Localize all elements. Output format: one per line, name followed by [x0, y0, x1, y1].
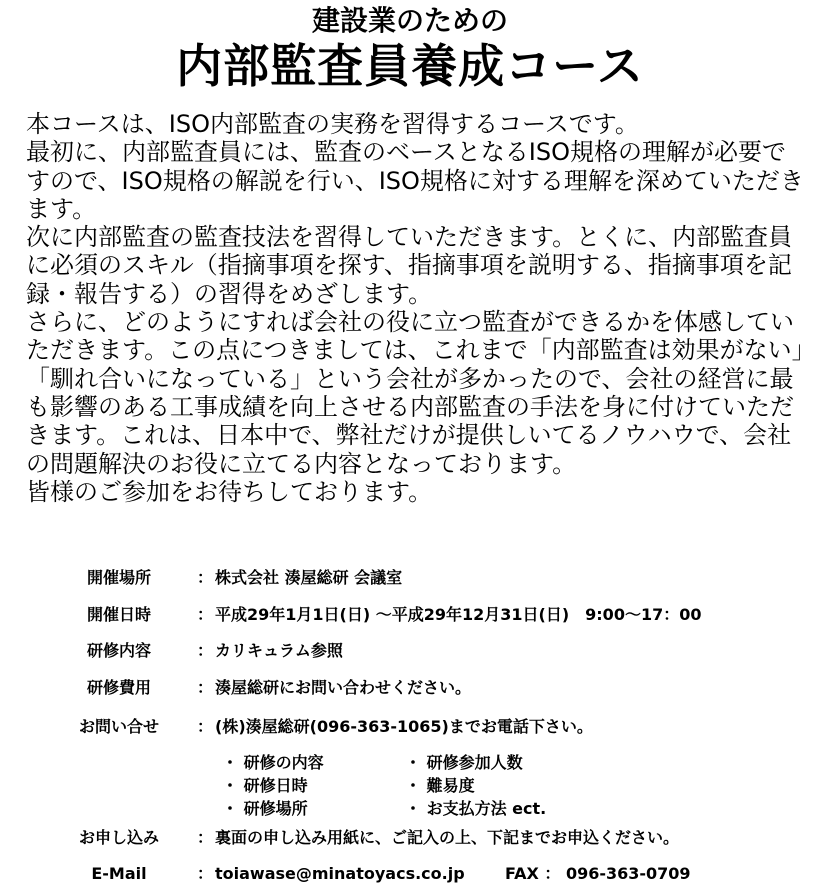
apply-label: お申し込み — [78, 828, 159, 847]
apply-value: 裏面の申し込み用紙に、ご記入の上、下記までお申込ください。 — [215, 828, 680, 847]
description-paragraph: 最初に、内部監査員には、監査のベースとなるISO規格の理解が必要ですので、ISO規格の解説を行い、ISO規格に対する理解を深めていただきます。 — [26, 138, 804, 223]
colon: ： — [197, 678, 214, 697]
inquiry-value: (株)湊屋総研(096-363-1065)までお電話下さい。 — [215, 717, 593, 736]
colon: ： — [197, 717, 214, 736]
colon: ： — [197, 641, 214, 660]
fee-value: 湊屋総研にお問い合わせください。 — [215, 678, 472, 697]
course-title: 内部監査員養成コース — [176, 39, 644, 93]
colon: ： — [197, 568, 214, 587]
course-subtitle: 建設業のための — [311, 4, 508, 37]
inquiry-topic: ・ 研修の内容 — [222, 753, 324, 772]
fax-number: FAX ： 096-363-0709 — [505, 864, 691, 883]
inquiry-topic: ・ お支払方法 ect. — [405, 799, 547, 818]
info-row-venue — [0, 566, 820, 590]
colon: ： — [197, 605, 214, 624]
inquiry-topic: ・ 研修参加人数 — [405, 753, 523, 772]
info-row-inquiry — [0, 715, 820, 739]
colon: ： — [197, 864, 214, 883]
colon: ： — [197, 828, 214, 847]
date-label: 開催日時 — [86, 605, 151, 624]
email-label: E-Mail — [91, 864, 147, 883]
info-row-content — [0, 639, 820, 663]
inquiry-topic: ・ 難易度 — [405, 776, 475, 795]
inquiry-topic: ・ 研修場所 — [222, 799, 308, 818]
description-paragraph: さらに、どのようにすれば会社の役に立つ監査ができるかを体感していただきます。この点につきましては、これまで「内部監査は効果がない」「馴れ合いになっている」という会社が多かったので、会社の経営に最も影響のある工事成績を向上させる内部監査の手法を身に付けていただきます。これは、日本中で、弊社だけが提供しいてるノウハウで、会社の問題解決のお役に立てる内容となっております。 — [26, 308, 804, 478]
info-row-fee — [0, 676, 820, 700]
venue-label: 開催場所 — [86, 568, 151, 587]
info-row-date — [0, 603, 820, 627]
description-paragraph: 皆様のご参加をお待ちしております。 — [26, 477, 433, 506]
content-value: カリキュラム参照 — [215, 641, 343, 660]
description-paragraph: 本コースは、ISO内部監査の実務を習得するコースです。 — [26, 110, 639, 138]
fee-label: 研修費用 — [86, 678, 151, 697]
description-paragraph: 次に内部監査の監査技法を習得していただきます。とくに、内部監査員に必須のスキル（指摘事項を探す、指摘事項を説明する、指摘事項を記録・報告する）の習得をめざします。 — [26, 223, 793, 308]
email-address: toiawase@minatoyacs.co.jp — [215, 864, 465, 883]
date-value: 平成29年1月1日(日) ～平成29年12月31日(日) 9:00～17：00 — [215, 605, 702, 624]
inquiry-label: お問い合せ — [78, 717, 159, 736]
info-row-apply — [0, 826, 820, 850]
content-label: 研修内容 — [86, 641, 151, 660]
venue-value: 株式会社 湊屋総研 会議室 — [215, 568, 403, 587]
inquiry-topic: ・ 研修日時 — [222, 776, 308, 795]
info-row-email — [0, 862, 820, 886]
